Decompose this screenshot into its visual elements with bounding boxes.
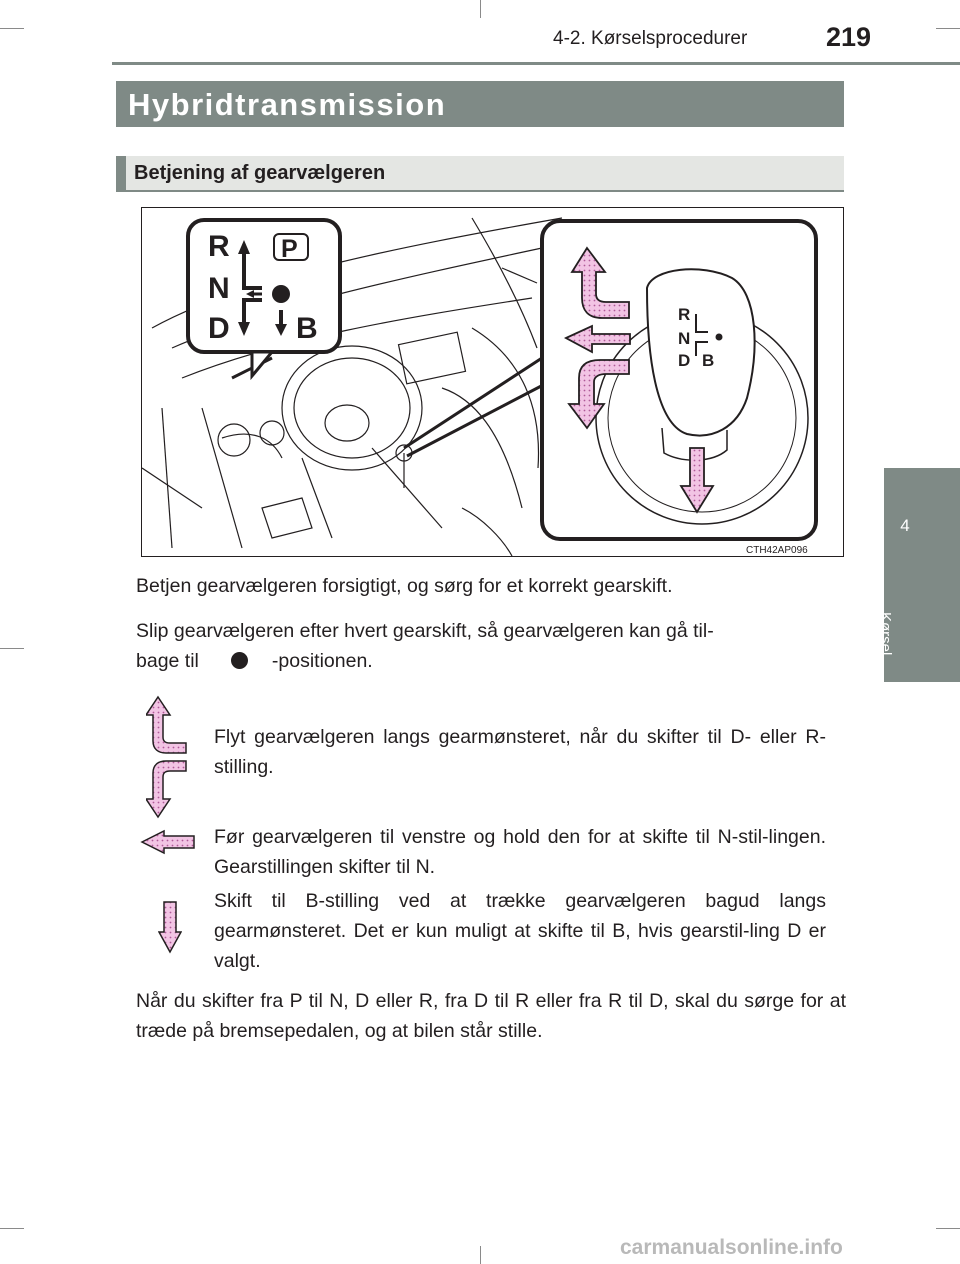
header-rule [112,62,960,65]
legend-text-left: Før gearvælgeren til venstre og hold den for at skifte til N-stil-lingen. Gearstillingen skifter til N. [214,826,826,878]
shift-pattern-callout [188,220,340,376]
pattern-letter-r: R [208,230,230,263]
crop-mark [936,28,960,29]
crop-mark [480,1246,481,1264]
subsection-title-bar [116,156,844,192]
subsection-title: Betjening af gearvælgeren [134,162,386,184]
release-paragraph-line1: Slip gearvælgeren efter hvert gearskift, så gearvælgeren kan gå til- [136,620,714,642]
legend-text-up-down: Flyt gearvælgeren langs gearmønsteret, når du skifter til D- eller R-stilling. [214,726,826,778]
chapter-side-tab [877,468,960,682]
gear-knob-callout [542,221,816,539]
knob-letter-d: D [678,351,691,370]
pattern-letter-d: D [208,312,230,345]
chapter-label: Kørsel [877,612,894,656]
callout-pointer [407,383,547,456]
gear-selector-illustration [141,207,844,557]
pattern-letter-p: P [281,235,298,263]
release-paragraph [136,616,846,676]
page-number: 219 [826,22,872,52]
chapter-number: 4 [900,516,910,535]
instruction-paragraph: Betjen gearvælgeren forsigtigt, og sørg for et korrekt gearskift. [136,575,673,597]
down-arrow-icon [158,900,182,954]
neutral-dot-icon [231,652,248,669]
crop-mark [480,0,481,18]
release-paragraph-before: bage til [136,650,199,672]
header-section-title: 4-2. Kørselsprocedurer [553,28,748,49]
section-title-bar [116,81,844,127]
watermark: carmanualsonline.info [620,1236,843,1259]
up-down-shift-arrows-icon [146,695,192,819]
brake-paragraph: Når du skifter fra P til N, D eller R, fra D til R eller fra R til D, skal du sørge for at træde på bremsepedalen, og at bilen står stille. [136,990,846,1042]
left-arrow-icon [140,828,196,856]
knob-letter-b: B [702,351,715,370]
pattern-letter-n: N [208,272,230,305]
pattern-letter-b: B [296,312,318,345]
release-paragraph-after: -positionen. [271,650,373,672]
section-title: Hybridtransmission [128,87,447,122]
knob-letter-r: R [678,305,691,324]
callout-pointer [404,358,542,448]
subsection-marker [116,156,126,190]
knob-letter-n: N [678,329,691,348]
crop-mark [936,1228,960,1229]
dashboard-drawing [142,208,843,556]
crop-mark [0,1228,24,1229]
crop-mark [0,28,24,29]
figure-code: CTH42AP096 [746,545,808,556]
legend-text-down: Skift til B-stilling ved at trække gearvælgeren bagud langs gearmønsteret. Det er kun muligt at skifte til B, hvis gearstil-ling D er valgt. [214,890,826,972]
crop-mark [0,648,24,649]
